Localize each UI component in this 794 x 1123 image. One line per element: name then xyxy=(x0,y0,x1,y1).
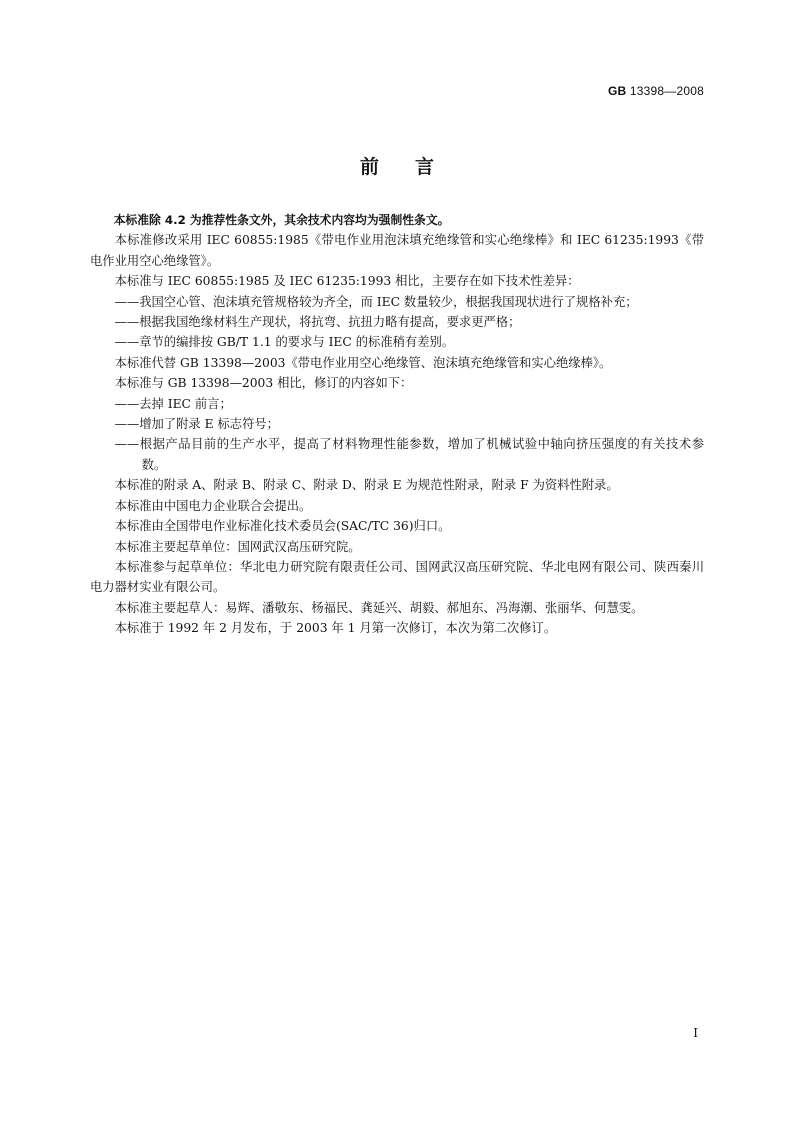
paragraph-drafters: 本标准主要起草人：易辉、潘敬东、杨福民、龚延兴、胡毅、郝旭东、冯海潮、张丽华、何慧雯。 xyxy=(114,600,644,615)
paragraph-annexes: 本标准的附录 A、附录 B、附录 C、附录 D、附录 E 为规范性附录，附录 F 为资料性附录。 xyxy=(114,478,619,493)
standard-code xyxy=(608,84,704,98)
page-title: 前言 xyxy=(359,156,470,178)
foreword-body xyxy=(90,210,704,639)
paragraph-main-drafter: 本标准主要起草单位：国网武汉高压研究院。 xyxy=(114,539,361,554)
difference-item: ——章节的编排按 GB/T 1.1 的要求与 IEC 的标准稍有差别。 xyxy=(114,335,455,350)
paragraph-replaces: 本标准代替 GB 13398—2003《带电作业用空心绝缘管、泡沫填充绝缘管和实心绝缘棒》。 xyxy=(114,355,612,370)
revision-item: ——去掉 IEC 前言； xyxy=(114,396,232,411)
mandatory-clause-note: 本标准除 4.2 为推荐性条文外，其余技术内容均为强制性条文。 xyxy=(113,213,450,227)
difference-item: ——根据我国绝缘材料生产现状，将抗弯、抗扭力略有提高，要求更严格； xyxy=(114,315,521,330)
paragraph-history: 本标准于 1992 年 2 月发布，于 2003 年 1 月第一次修订，本次为第二次修订。 xyxy=(114,621,557,636)
paragraph-adoption: 本标准修改采用 IEC 60855:1985《带电作业用泡沫填充绝缘管和实心绝缘棒》和 IEC 61235:1993《带电作业用空心绝缘管》。 xyxy=(90,233,704,268)
revision-item: ——根据产品目前的生产水平，提高了材料物理性能参数，增加了机械试验中轴向挤压强度的有关技术参数。 xyxy=(114,437,704,472)
page-number: I xyxy=(693,1026,698,1040)
standard-number: 13398—2008 xyxy=(629,84,704,98)
revision-item: ——增加了附录 E 标志符号； xyxy=(114,417,279,432)
paragraph-differences-intro: 本标准与 IEC 60855:1985 及 IEC 61235:1993 相比，主要存在如下技术性差异： xyxy=(114,274,580,289)
paragraph-proposer: 本标准由中国电力企业联合会提出。 xyxy=(114,498,312,513)
paragraph-participating-drafters: 本标准参与起草单位：华北电力研究院有限责任公司、国网武汉高压研究院、华北电网有限公司、陕西秦川电力器材实业有限公司。 xyxy=(90,559,704,595)
paragraph-revision-intro: 本标准与 GB 13398—2003 相比，修订的内容如下： xyxy=(114,376,413,391)
difference-item: ——我国空心管、泡沫填充管规格较为齐全，而 IEC 数量较少，根据我国现状进行了规格补充； xyxy=(114,294,638,309)
standard-prefix: GB xyxy=(607,84,627,98)
paragraph-committee: 本标准由全国带电作业标准化技术委员会(SAC/TC 36)归口。 xyxy=(114,519,451,534)
